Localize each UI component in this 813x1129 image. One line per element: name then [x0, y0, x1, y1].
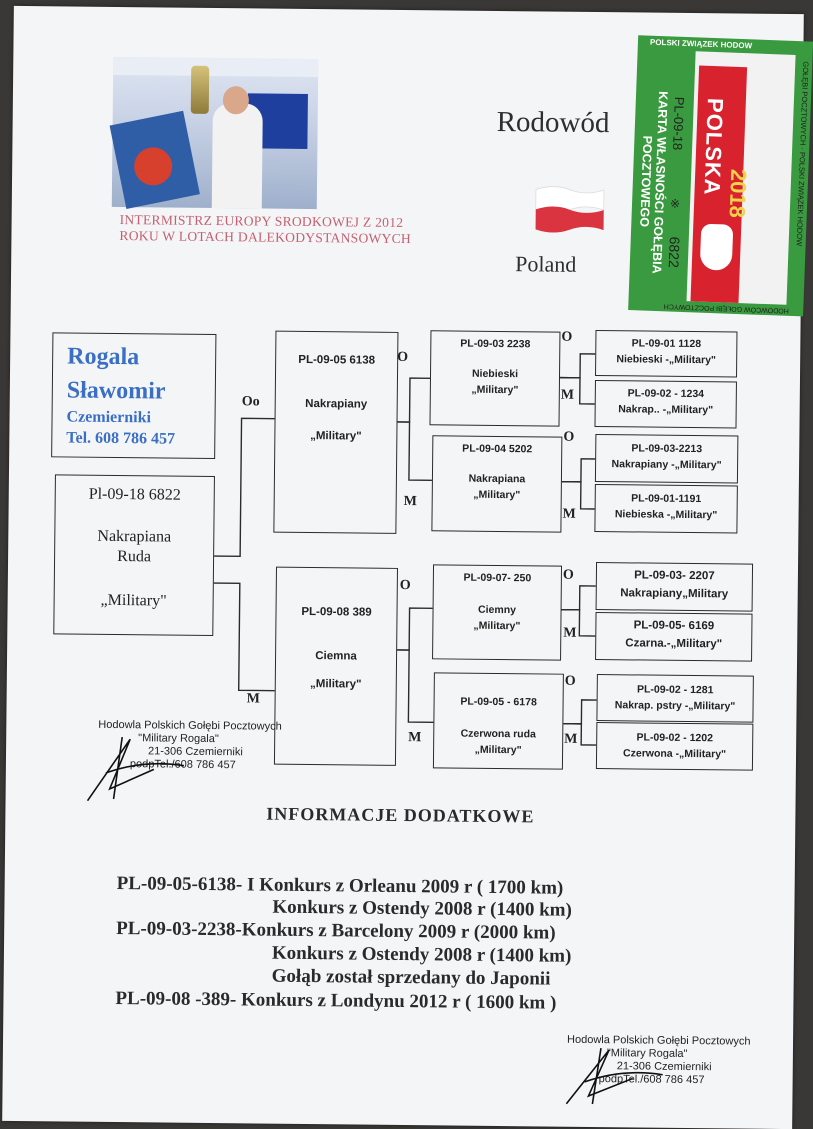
- great-desc: Nakrapiany -„Military": [611, 458, 722, 472]
- great-grandparent-6: [595, 612, 752, 662]
- great-desc: Nakrap. pstry -„Military": [614, 699, 736, 713]
- caption-line-2: ROKU W LOTACH DALEKODYSTANSOWYCH: [119, 228, 412, 247]
- mother-box: [274, 567, 398, 766]
- great-ring: PL-09-02 - 1281: [636, 683, 714, 697]
- father-color: Nakrapiany: [305, 397, 368, 411]
- owner-surname: Rogala: [67, 343, 140, 371]
- grandparent-fm-box: [431, 435, 562, 532]
- grandparent-ff-ring: PL-09-03 2238: [460, 337, 531, 351]
- caption-line-1: INTERMISTRZ EUROPY SRODKOWEJ Z 2012: [119, 212, 404, 230]
- sire-marker: O: [399, 577, 411, 594]
- dam-marker: M: [562, 506, 576, 522]
- stamp-top-text: POLSKI ZWIĄZEK HODOW: [649, 37, 753, 51]
- great-ring: PL-09-03-2213: [631, 442, 703, 456]
- stamp-symbol: ※: [669, 196, 681, 211]
- sire-marker: O: [562, 567, 574, 583]
- grandparent-fm-color: Nakrapiana: [468, 472, 526, 486]
- sire-marker: O: [563, 429, 575, 445]
- stamp-line-4: podpTel./608 786 457: [598, 1073, 705, 1087]
- mother-color: Ciemna: [315, 650, 357, 663]
- grandparent-fm-breed: „Military": [473, 488, 521, 502]
- stamp-number: 6822: [665, 236, 683, 269]
- great-desc: Czarna.-„Military": [625, 637, 723, 651]
- great-ring: PL-09-05- 6169: [633, 619, 715, 633]
- info-line: PL-09-08 -389- Konkurs z Londynu 2012 r ( 1600 km ): [115, 988, 557, 1014]
- father-breed: „Military": [310, 430, 362, 443]
- father-ring: PL-09-05 6138: [298, 353, 376, 367]
- page-title: Rodowód: [496, 105, 610, 140]
- grandparent-mm-breed: „Military": [474, 743, 522, 757]
- stamp-line-3: 21-306 Czemierniki: [616, 1060, 712, 1074]
- stamp-line-2: "Military Rogala": [606, 1047, 688, 1061]
- pigeon-color-2: Ruda: [117, 548, 152, 566]
- pedigree-sheet: [2, 6, 811, 1129]
- grandparent-mf-breed: „Military": [473, 619, 521, 633]
- great-grandparent-7: [596, 674, 753, 723]
- pigeon-ring: Pl-09-18 6822: [88, 485, 181, 504]
- grandparent-fm-ring: PL-09-04 5202: [462, 442, 533, 456]
- stamp-line-1: Hodowla Polskich Gołębi Pocztowych: [567, 1033, 751, 1048]
- mother-ring: PL-09-08 389: [301, 605, 372, 619]
- sire-marker: O: [561, 329, 573, 345]
- grandparent-mf-ring: PL-09-07- 250: [463, 571, 532, 585]
- grandparent-ff-color: Niebieski: [471, 367, 519, 381]
- owner-city: Czemierniki: [66, 408, 152, 427]
- stamp-line-1: Hodowla Polskich Gołębi Pocztowych: [98, 718, 282, 733]
- great-desc: Niebieski -„Military": [616, 353, 717, 367]
- great-ring: PL-09-02 - 1202: [636, 731, 714, 745]
- great-grandparent-8: [596, 722, 753, 771]
- grandparent-mm-box: [433, 672, 564, 769]
- pigeon-breed: „Military": [100, 591, 167, 610]
- father-marker: Oo: [241, 394, 260, 410]
- stamp-bottom-text: HODOWCÓW GOŁĘBI POCZTOWYCH: [663, 302, 789, 314]
- owner-firstname: Sławomir: [66, 377, 166, 405]
- great-grandparent-2: [594, 380, 736, 428]
- info-heading: INFORMACJE DODATKOWE: [266, 803, 535, 827]
- stamp-side-text: KARTA WŁASNOŚCI GOŁĘBIA POCZTOWEGO: [637, 90, 671, 274]
- stamp-year: 2018: [724, 168, 752, 219]
- great-grandparent-4: [594, 484, 737, 533]
- owner-phone: Tel. 608 786 457: [66, 429, 176, 448]
- dam-marker: M: [560, 387, 575, 403]
- dam-marker: M: [564, 731, 578, 747]
- great-grandparent-5: [596, 562, 753, 612]
- info-line: PL-09-03-2238-Konkurs z Barcelony 2009 r (2000 km): [116, 918, 556, 944]
- mother-marker: M: [246, 691, 260, 707]
- great-ring: PL-09-03- 2207: [634, 569, 715, 583]
- country-label: Poland: [515, 251, 577, 277]
- great-grandparent-1: [595, 330, 737, 377]
- stamp-country: POLSKA: [699, 97, 728, 197]
- great-desc: Czerwona -„Military": [623, 747, 727, 761]
- grandparent-ff-box: [429, 330, 560, 426]
- stamp-line-3: 21-306 Czemierniki: [147, 745, 243, 759]
- info-line: Konkurs z Ostendy 2008 r (1400 km): [271, 942, 572, 967]
- pigeon-box: [53, 474, 215, 636]
- great-desc: Nakrapiany„Military: [620, 587, 729, 601]
- grandparent-mf-color: Ciemny: [478, 603, 517, 617]
- dam-marker: M: [563, 625, 577, 641]
- great-ring: PL-09-01 1128: [631, 337, 702, 351]
- handwritten-signature-2: [562, 1042, 673, 1113]
- info-line: Konkurs z Ostendy 2008 r (1400 km): [272, 896, 572, 921]
- grandparent-mm-color: Czerwona ruda: [460, 727, 536, 741]
- stamp-line-4: podpTel./608 786 457: [129, 758, 236, 772]
- sire-marker: O: [397, 349, 409, 366]
- great-desc: Nakrap.. -„Military": [618, 403, 714, 417]
- great-ring: PL-09-02 - 1234: [627, 387, 705, 401]
- great-ring: PL-09-01-1191: [631, 492, 702, 506]
- grandparent-mf-box: [432, 564, 562, 660]
- handwritten-signature-1: [83, 729, 194, 810]
- grandparent-ff-breed: „Military": [471, 383, 519, 397]
- grandparent-mm-ring: PL-09-05 - 6178: [460, 695, 537, 709]
- stamp-right-text: GOŁĘBI POCZTOWYCH · POLSKI ZWIĄZEK HODOW: [794, 61, 811, 247]
- owner-box: [51, 332, 216, 459]
- info-line: PL-09-05-6138- I Konkurs z Orleanu 2009 r ( 1700 km): [116, 873, 564, 899]
- mother-breed: „Military": [309, 678, 362, 691]
- stamp-line-2: "Military Rogala": [138, 732, 219, 746]
- father-box: [273, 331, 398, 534]
- info-line: Gołąb został sprzedany do Japonii: [271, 965, 551, 990]
- pigeon-color-1: Nakrapiana: [97, 527, 172, 546]
- sire-marker: O: [564, 673, 576, 689]
- great-grandparent-3: [595, 434, 738, 483]
- stamp-ring: PL-09-18: [670, 96, 687, 151]
- dam-marker: M: [408, 730, 422, 746]
- dam-marker: M: [403, 494, 417, 510]
- great-desc: Niebieska -„Military": [614, 508, 718, 522]
